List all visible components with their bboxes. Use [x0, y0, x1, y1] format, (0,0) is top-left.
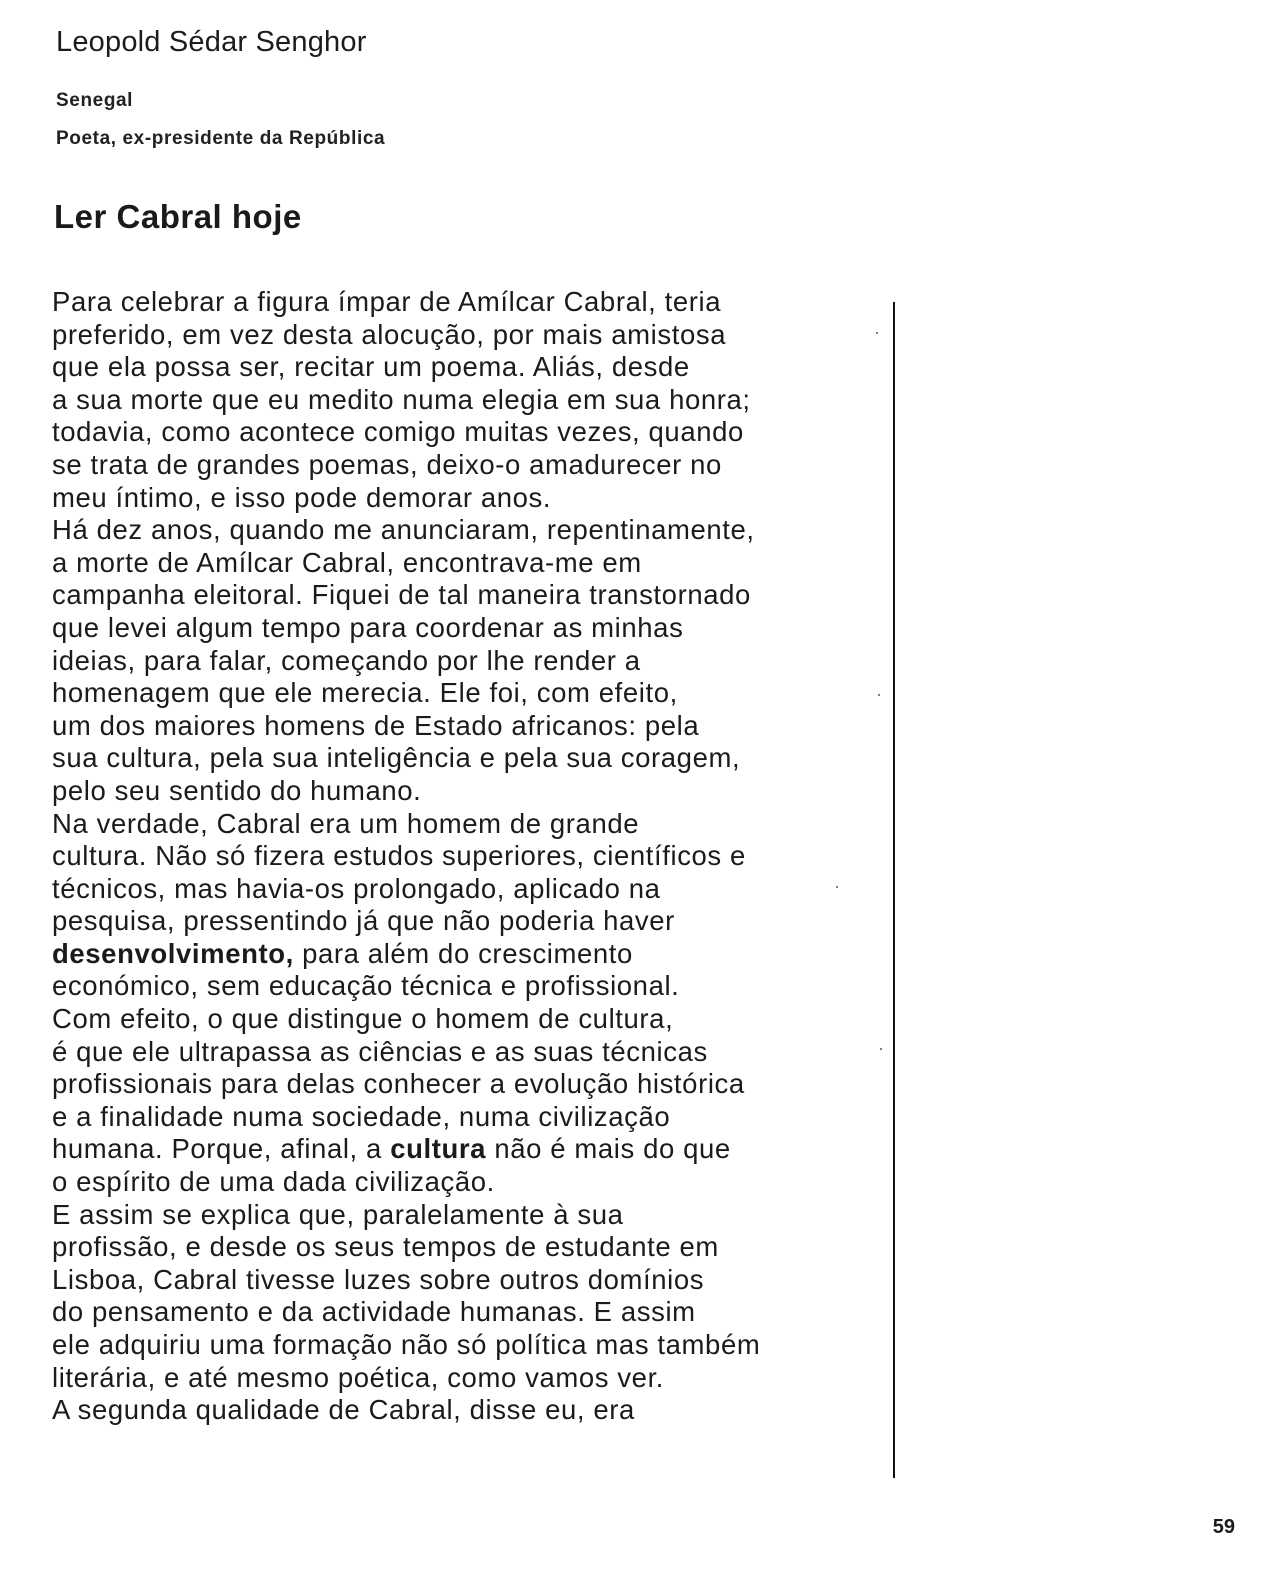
- scan-speck: [880, 1048, 882, 1050]
- text-line: económico, sem educação técnica e profissional.: [52, 970, 680, 1002]
- text-line: que ela possa ser, recitar um poema. Aliás, desde: [52, 351, 690, 383]
- text-line: meu íntimo, e isso pode demorar anos.: [52, 481, 552, 513]
- text-line: profissionais para delas conhecer a evolução histórica: [52, 1068, 745, 1100]
- text-line: e a finalidade numa sociedade, numa civilização: [52, 1100, 671, 1132]
- text-line: técnicos, mas havia-os prolongado, aplicado na: [52, 872, 661, 904]
- text-line: profissão, e desde os seus tempos de estudante em: [52, 1231, 719, 1263]
- author-name: Leopold Sédar Senghor: [56, 26, 367, 58]
- text-line: literária, e até mesmo poética, como vamos ver.: [52, 1361, 665, 1393]
- article-title: Ler Cabral hoje: [54, 198, 302, 235]
- author-role: Poeta, ex-presidente da República: [56, 128, 386, 149]
- text-line: pesquisa, pressentindo já que não poderia haver: [52, 905, 675, 937]
- text-line: campanha eleitoral. Fiquei de tal maneira transtornado: [52, 579, 751, 611]
- text-line: ideias, para falar, começando por lhe render a: [52, 644, 641, 676]
- article-body: [52, 286, 892, 1427]
- text-line: sua cultura, pela sua inteligência e pela sua coragem,: [52, 742, 741, 774]
- text-line: a sua morte que eu medito numa elegia em sua honra;: [52, 383, 751, 415]
- emphasis-term: desenvolvimento,: [52, 937, 294, 969]
- text-line: preferido, em vez desta alocução, por mais amistosa: [52, 318, 727, 350]
- text-line: Na verdade, Cabral era um homem de grande: [52, 807, 640, 839]
- page-number: 59: [1212, 1516, 1235, 1538]
- text-line: [52, 938, 892, 971]
- text-line: é que ele ultrapassa as ciências e as suas técnicas: [52, 1035, 708, 1067]
- text-line: A segunda qualidade de Cabral, disse eu, era: [52, 1394, 635, 1426]
- text-segment: não é mais do que: [486, 1133, 731, 1165]
- text-line: Com efeito, o que distingue o homem de cultura,: [52, 1003, 674, 1035]
- text-line: a morte de Amílcar Cabral, encontrava-me em: [52, 546, 642, 578]
- scan-speck: [836, 886, 838, 888]
- text-line: Para celebrar a figura ímpar de Amílcar Cabral, teria: [52, 286, 722, 317]
- text-line: homenagem que ele merecia. Ele foi, com efeito,: [52, 677, 678, 709]
- text-line: Lisboa, Cabral tivesse luzes sobre outros domínios: [52, 1263, 705, 1295]
- text-line: se trata de grandes poemas, deixo-o amadurecer no: [52, 448, 722, 480]
- author-country: Senegal: [56, 90, 134, 111]
- text-line: que levei algum tempo para coordenar as minhas: [52, 611, 684, 643]
- text-line: [52, 1133, 892, 1166]
- text-line: um dos maiores homens de Estado africanos: pela: [52, 709, 700, 741]
- text-segment: para além do crescimento: [293, 937, 633, 969]
- text-line: cultura. Não só fizera estudos superiores, científicos e: [52, 840, 746, 872]
- text-line: todavia, como acontece comigo muitas vezes, quando: [52, 416, 744, 448]
- text-segment: humana. Porque, afinal, a: [52, 1133, 391, 1165]
- scan-speck: [876, 332, 878, 334]
- text-line: pelo seu sentido do humano.: [52, 774, 422, 806]
- text-line: do pensamento e da actividade humanas. E assim: [52, 1296, 696, 1328]
- text-line: o espírito de uma dada civilização.: [52, 1166, 495, 1198]
- text-line: E assim se explica que, paralelamente à sua: [52, 1198, 624, 1230]
- emphasis-term: cultura: [390, 1133, 487, 1165]
- scan-speck: [878, 694, 880, 696]
- margin-rule: [893, 302, 895, 1478]
- text-line: Há dez anos, quando me anunciaram, repentinamente,: [52, 514, 755, 546]
- text-line: ele adquiriu uma formação não só política mas também: [52, 1329, 761, 1360]
